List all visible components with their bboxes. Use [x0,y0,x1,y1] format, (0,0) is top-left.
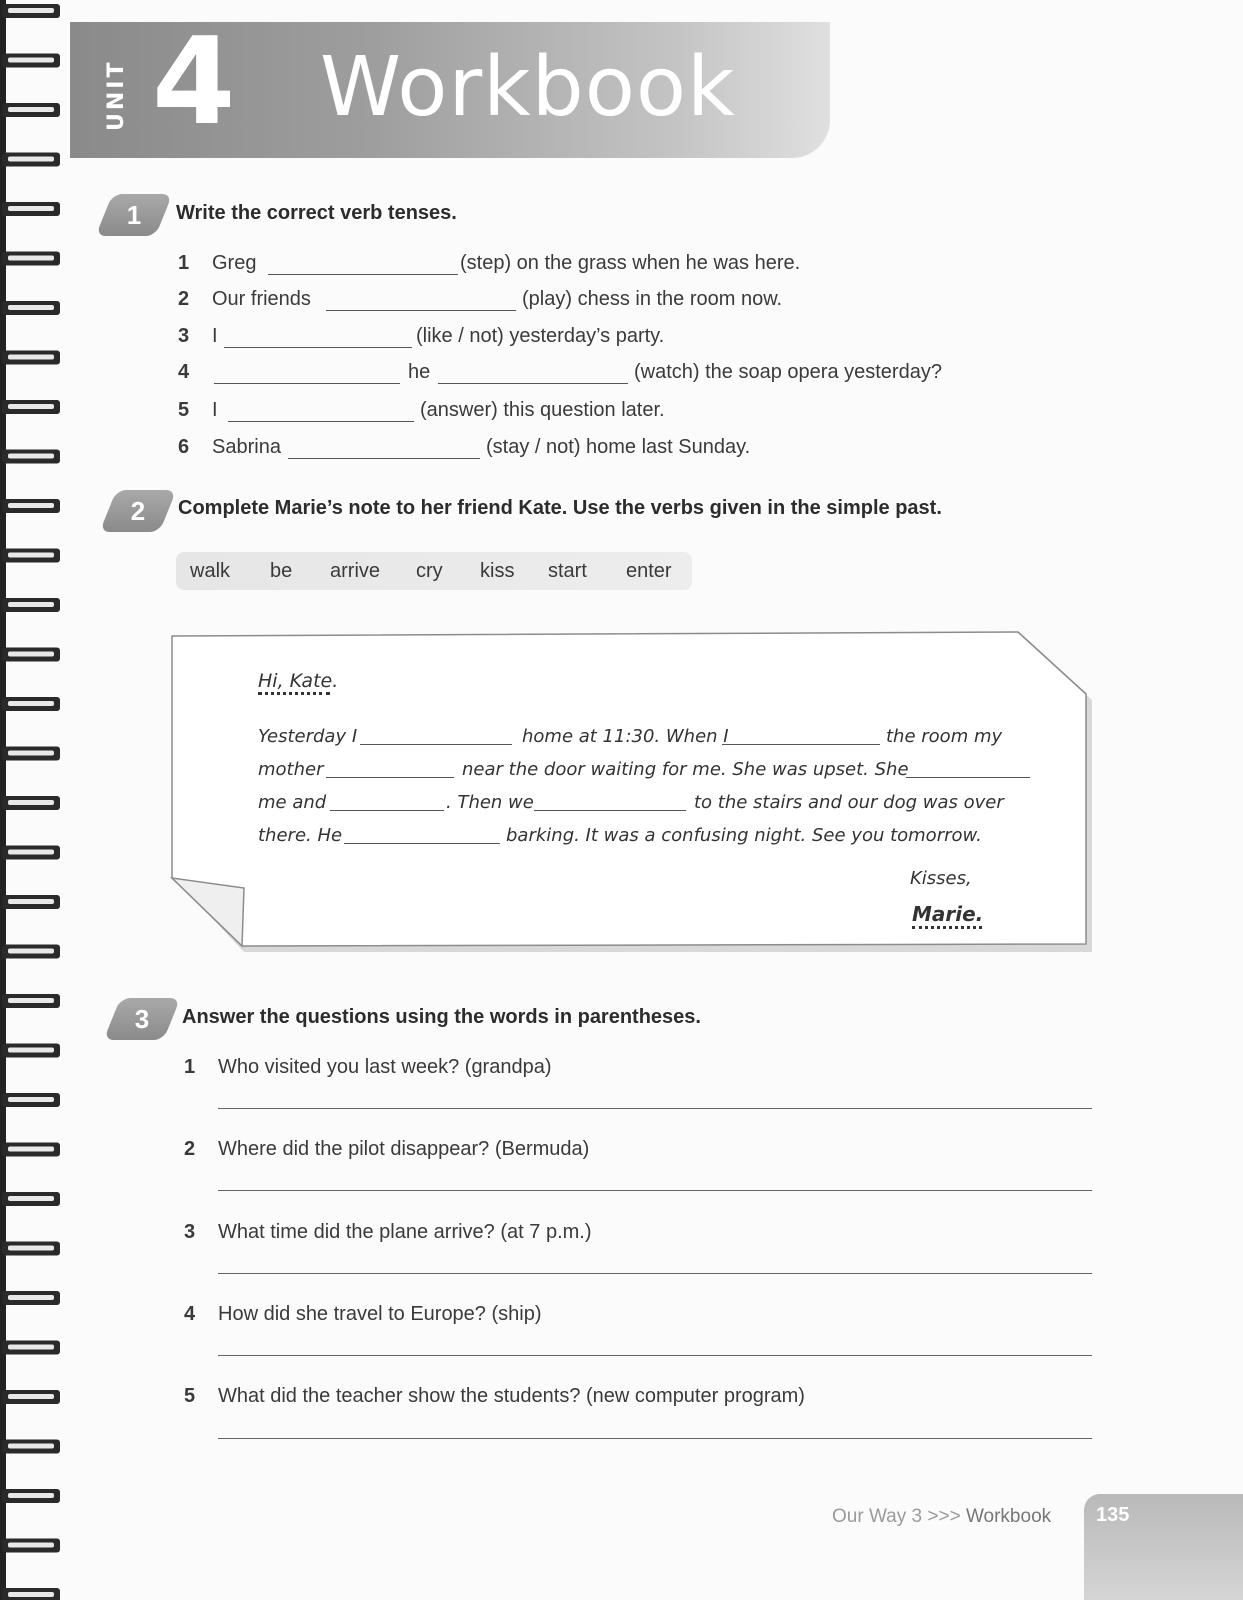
spiral-ring-highlight [8,58,54,63]
note-blank[interactable] [534,810,686,811]
note-blank[interactable] [906,777,1030,778]
spiral-ring-highlight [8,998,54,1003]
page-number: 135 [1096,1504,1130,1526]
greeting-underline [258,692,330,695]
spiral-ring-highlight [8,503,54,508]
answer-line-3[interactable] [218,1273,1092,1274]
word-bank-item: start [548,560,587,582]
signature-underline [912,926,982,929]
note-blank[interactable] [330,810,444,811]
spiral-ring-highlight [8,800,54,805]
note-greeting: Hi, Kate. [258,670,339,692]
note-blank[interactable] [326,777,454,778]
spiral-ring-highlight [8,8,54,13]
answer-line-2[interactable] [218,1190,1092,1191]
answer-blank[interactable] [326,310,516,311]
answer-line-4[interactable] [218,1355,1092,1356]
spiral-ring-highlight [8,701,54,706]
answer-line-1[interactable] [218,1108,1092,1109]
note-blank[interactable] [360,744,512,745]
spiral-ring-highlight [8,899,54,904]
note-closing: Kisses, [910,868,972,889]
spiral-ring-highlight [8,1493,54,1498]
spiral-ring-highlight [8,1097,54,1102]
answer-blank[interactable] [224,347,412,348]
answer-line-5[interactable] [218,1438,1092,1439]
footer-book-title: Our Way 3 >>> Workbook [832,1506,1052,1527]
word-bank-item: walk [190,560,231,582]
spiral-ring-highlight [8,305,54,310]
word-bank-item: enter [626,560,672,582]
spiral-ring-highlight [8,1543,54,1548]
spiral-ring-highlight [8,157,54,162]
spiral-ring-highlight [8,1592,54,1597]
spiral-ring-highlight [8,256,54,261]
exercise-1-badge: 1 [96,194,173,236]
answer-blank[interactable] [268,274,458,275]
unit-number: 4 [152,13,236,152]
spiral-ring-highlight [8,751,54,756]
spiral-binding [0,0,70,1600]
spiral-ring-highlight [8,1345,54,1350]
spiral-ring-highlight [8,454,54,459]
spiral-ring-highlight [8,553,54,558]
spiral-ring-highlight [8,1444,54,1449]
spiral-ring-highlight [8,949,54,954]
word-bank-item: arrive [330,560,381,582]
spiral-ring-highlight [8,404,54,409]
exercise-3-badge: 3 [104,998,181,1040]
spiral-ring-highlight [8,1048,54,1053]
answer-blank[interactable] [288,458,480,459]
spiral-ring-highlight [8,1394,54,1399]
answer-blank[interactable] [214,383,400,384]
exercise-1-instruction: Write the correct verb tenses. [176,202,457,224]
answer-blank[interactable] [438,383,628,384]
spiral-ring-highlight [8,1246,54,1251]
word-bank-item: kiss [480,560,515,582]
spiral-ring-highlight [8,206,54,211]
spiral-ring-highlight [8,1196,54,1201]
note-blank[interactable] [344,843,500,844]
spiral-ring-highlight [8,1147,54,1152]
note-blank[interactable] [722,744,880,745]
answer-blank[interactable] [228,421,414,422]
word-bank [176,552,692,590]
spiral-ring-highlight [8,850,54,855]
exercise-3-instruction: Answer the questions using the words in parentheses. [182,1006,701,1028]
exercise-2-badge: 2 [100,490,177,532]
word-bank-item: be [270,560,293,582]
spiral-ring-highlight [8,355,54,360]
note-signature: Marie. [912,902,984,926]
spiral-ring-highlight [8,1295,54,1300]
word-bank-item: cry [416,560,443,582]
spiral-ring-highlight [8,602,54,607]
page-title: Workbook [320,40,736,135]
spiral-ring-highlight [8,107,54,112]
spiral-ring-highlight [8,652,54,657]
unit-label: UNIT [104,59,129,131]
exercise-2-instruction: Complete Marie’s note to her friend Kate. Use the verbs given in the simple past. [178,497,942,519]
